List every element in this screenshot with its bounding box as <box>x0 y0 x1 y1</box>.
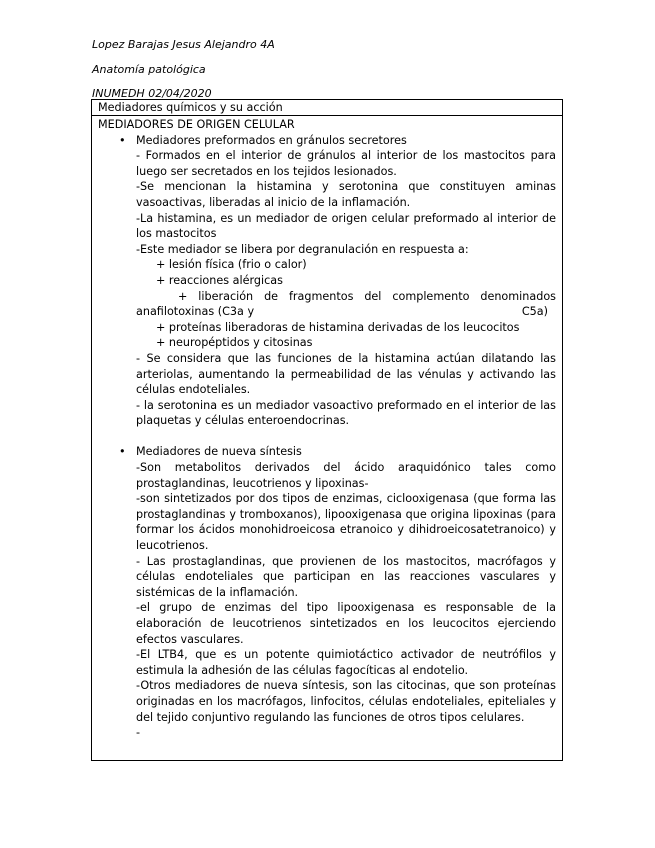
bullet-preformed <box>98 133 556 149</box>
bullet-new-synthesis <box>98 444 556 460</box>
content-table <box>91 99 563 761</box>
paragraph: -Se mencionan la histamina y serotonina que constituyen aminas vasoactivas, liberadas al inicio de la inflamación. <box>136 180 556 209</box>
paragraph: - Se considera que las funciones de la histamina actúan dilatando las arteriolas, aumentando la permeabilidad de las vénulas y activando las células endoteliales. <box>136 351 556 397</box>
paragraph: -Otros mediadores de nueva síntesis, son las citocinas, que son proteínas originadas en los macrófagos, linfocitos, células endoteliales, epiteliales y del tejido conjuntivo regulando las funciones de otros tipos celulares. <box>136 679 556 724</box>
paragraph: -son sintetizados por dos tipos de enzimas, ciclooxigenasa (que forma las prostaglandinas y tromboxanos), lipooxigenasa que origina lipoxinas (para formar los ácidos monohidroeicosa etranoico y dihidroeicosatetranoico) y leucotrienos. <box>136 492 556 553</box>
spacer <box>98 429 556 445</box>
author-line: Lopez Barajas Jesus Alejandro 4A <box>92 38 275 51</box>
paragraph: -Este mediador se libera por degranulación en respuesta a: <box>136 242 469 256</box>
paragraph: - la serotonina es un mediador vasoactivo preformado en el interior de las plaquetas y células enteroendocrinas. <box>136 398 556 428</box>
paragraph: -La histamina, es un mediador de origen celular preformado al interior de los mastocitos <box>136 211 556 241</box>
list-item-continuation <box>136 304 556 320</box>
table-body-cell <box>92 116 562 741</box>
list-item-complement <box>98 289 556 320</box>
list-item: + proteínas liberadoras de histamina derivadas de los leucocitos <box>156 320 520 334</box>
paragraph: - Las prostaglandinas, que provienen de los mastocitos, macrófagos y células endoteliales que participan en las reacciones vasculares y sistémicas de la inflamación. <box>136 554 556 599</box>
paragraph: - Formados en el interior de gránulos al interior de los mastocitos para luego ser secretados en los tejidos lesionados. <box>136 149 556 178</box>
bullet-dot: • <box>119 445 126 459</box>
table-title: Mediadores químicos y su acción <box>92 100 562 116</box>
bullet-new-synthesis-body <box>98 460 556 741</box>
bullet-dot: • <box>119 133 126 147</box>
list-item-part: C5a) <box>521 305 548 319</box>
bullet-preformed-body <box>98 148 556 257</box>
bullet-preformed-body-2 <box>98 351 556 429</box>
subject-line: Anatomía patológica <box>92 63 206 76</box>
paragraph: -El LTB4, que es un potente quimiotáctico activador de neutrófilos y estimula la adhesión de las células fagocíticas al endotelio. <box>136 648 556 677</box>
list-item-part: anafilotoxinas (C3a y <box>136 305 255 319</box>
paragraph: -el grupo de enzimas del tipo lipooxigenasa es responsable de la elaboración de leucotrienos sintetizados en los leucocitos ejerciendo efectos vasculares. <box>136 601 556 646</box>
list-item: + lesión física (frio o calor) <box>156 258 307 272</box>
section-title: MEDIADORES DE ORIGEN CELULAR <box>98 118 295 131</box>
list-item: + reacciones alérgicas <box>156 273 283 287</box>
bullet-heading: Mediadores preformados en gránulos secretores <box>136 133 407 147</box>
paragraph: - <box>136 726 141 740</box>
list-item: + neuropéptidos y citosinas <box>156 336 313 350</box>
paragraph: -Son metabolitos derivados del ácido araquidónico tales como prostaglandinas, leucotrienos y lipoxinas- <box>136 461 556 490</box>
bullet-heading: Mediadores de nueva síntesis <box>136 445 302 459</box>
date-line: INUMEDH 02/04/2020 <box>92 87 212 100</box>
list-item: + liberación de fragmentos del complemento denominados <box>178 289 556 303</box>
